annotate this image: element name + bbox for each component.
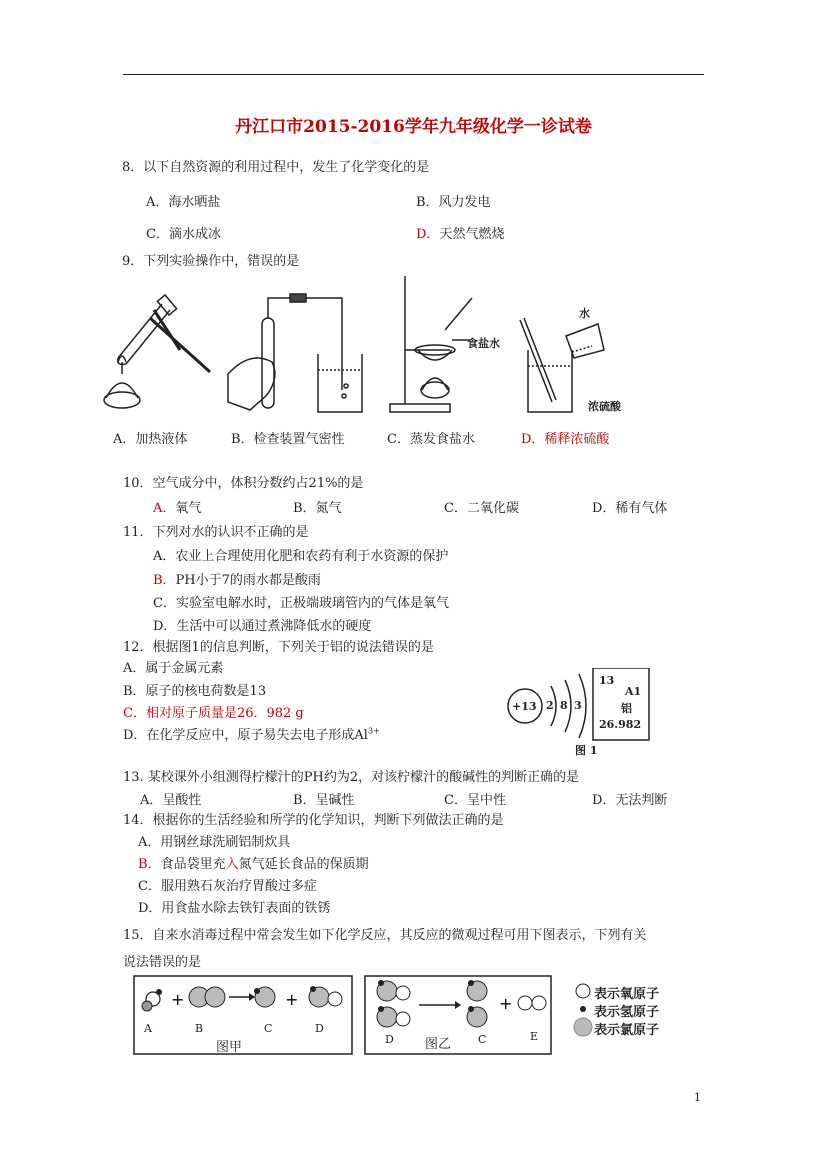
question-13-stem: 13. 某校课外小组测得柠檬汁的PH约为2，对该柠檬汁的酸碱性的判断正确的是 (123, 770, 580, 785)
fig-b-label-E: E (530, 1030, 539, 1043)
q12-option-c: C．相对原子质量是26．982 g (123, 706, 304, 721)
q12-option-b: B．原子的核电荷数是13 (123, 684, 267, 699)
q12-option-a: A．属于金属元素 (123, 661, 224, 676)
shell-3-electrons: 3 (574, 699, 582, 712)
question-8-stem: 8．以下自然资源的利用过程中，发生了化学变化的是 (122, 160, 430, 175)
q14-option-b-text-2: 入 (225, 857, 239, 872)
q8-option-b: B．风力发电 (416, 195, 491, 210)
answer-letter: A． (153, 501, 176, 516)
q14-option-a: A．用钢丝球洗刷铝制炊具 (138, 835, 291, 850)
legend-chlorine: 表示氯原子 (594, 1023, 660, 1038)
page-number: 1 (694, 1091, 701, 1104)
q11-option-d: D．生活中可以通过煮沸降低水的硬度 (153, 619, 372, 634)
hydrogen-atom-legend-icon (580, 1006, 586, 1012)
q10-option-c: C．二氧化碳 (444, 501, 519, 516)
question-14-stem: 14．根据你的生活经验和所学的化学知识，判断下列做法正确的是 (123, 813, 504, 828)
shell-1-electrons: 2 (546, 699, 554, 712)
legend-oxygen: 表示氧原子 (594, 987, 660, 1002)
label-salt-water: 食盐水 (467, 337, 500, 350)
header-rule (123, 74, 704, 75)
figure-1-caption: 图 1 (575, 744, 598, 757)
figure-b-caption: 图乙 (425, 1037, 452, 1052)
label-conc-sulfuric-acid: 浓硫酸 (588, 400, 621, 413)
svg-text:+: + (499, 994, 513, 1013)
fig-a-label-B: B (195, 1022, 204, 1035)
shell-2-electrons: 8 (560, 699, 568, 712)
q8-option-a: A．海水晒盐 (146, 195, 221, 210)
heating-liquid-illustration (104, 295, 210, 408)
label-water: 水 (579, 307, 590, 320)
atom-nucleus-charge: +13 (512, 700, 537, 713)
evaporation-illustration (390, 276, 472, 412)
legend-hydrogen: 表示氢原子 (594, 1005, 660, 1020)
q10-option-a (153, 497, 201, 516)
q12-option-d-text: D．在化学反应中，原子易失去电子形成Al (123, 728, 368, 743)
question-10-stem: 10．空气成分中，体积分数约占21%的是 (123, 476, 364, 491)
svg-text:+: + (171, 990, 185, 1009)
q13-option-a: A．呈酸性 (140, 793, 202, 808)
q13-option-b: B．呈碱性 (293, 793, 355, 808)
fig-b-label-C: C (478, 1033, 487, 1046)
element-name: 铝 (621, 702, 632, 715)
q8-option-c: C．滴水成冰 (146, 227, 221, 242)
q9-option-d: D．稀释浓硫酸 (521, 432, 610, 447)
airtightness-check-illustration (228, 294, 362, 412)
q11-option-b-text: PH小于7的雨水都是酸雨 (175, 573, 321, 588)
answer-letter: B． (153, 573, 176, 588)
fig-a-label-D: D (315, 1022, 324, 1035)
element-symbol: A1 (625, 685, 642, 698)
q9-option-c: C．蒸发食盐水 (387, 432, 475, 447)
q14-option-b-text-1: 食品袋里充 (160, 857, 226, 872)
q9-option-b: B．检查装置气密性 (231, 432, 345, 447)
answer-letter: B． (138, 857, 161, 872)
q14-option-b (138, 853, 369, 872)
q11-option-a: A．农业上合理使用化肥和农药有利于水资源的保护 (153, 549, 449, 564)
fig-a-label-A: A (144, 1022, 152, 1035)
q14-option-b-text-3: 氮气延长食品的保质期 (238, 857, 369, 872)
fig-a-label-C: C (264, 1022, 273, 1035)
question-15-stem-line-2: 说法错误的是 (123, 955, 202, 970)
q13-option-c: C．呈中性 (444, 793, 506, 808)
q14-option-c: C．服用熟石灰治疗胃酸过多症 (138, 879, 317, 894)
q11-option-b (153, 569, 321, 588)
q11-option-c: C．实验室电解水时，正极端玻璃管内的气体是氧气 (153, 596, 449, 611)
fig-b-label-D: D (385, 1033, 394, 1046)
element-atomic-mass: 26.982 (599, 718, 642, 731)
answer-letter: D． (416, 227, 440, 242)
question-12-stem: 12．根据图1的信息判断，下列关于铝的说法错误的是 (123, 640, 434, 655)
q10-option-a-text: 氧气 (175, 501, 202, 516)
lab-operations-figure (100, 270, 640, 420)
q14-option-d: D．用食盐水除去铁钉表面的铁锈 (138, 901, 331, 916)
q13-option-d: D．无法判断 (592, 793, 668, 808)
question-11-stem: 11．下列对水的认识不正确的是 (123, 525, 309, 540)
svg-text:+: + (285, 990, 299, 1009)
question-9-stem: 9．下列实验操作中，错误的是 (122, 254, 300, 269)
q9-option-a: A．加热液体 (113, 432, 188, 447)
chlorine-atom-legend-icon (574, 1018, 592, 1036)
figure-a-caption: 图甲 (216, 1040, 243, 1055)
element-atomic-number: 13 (599, 674, 615, 687)
q10-option-b: B．氮气 (293, 501, 342, 516)
ion-charge: 3+ (367, 726, 380, 736)
q12-option-d (123, 724, 380, 743)
q8-option-d (416, 223, 504, 242)
question-15-stem-line-1: 15．自来水消毒过程中常会发生如下化学反应，其反应的微观过程可用下图表示，下列有关 (123, 928, 647, 943)
oxygen-atom-legend-icon (576, 984, 590, 998)
q10-option-d: D．稀有气体 (592, 501, 668, 516)
page-title: 丹江口市2015-2016学年九年级化学一诊试卷 (235, 117, 592, 137)
q8-option-d-text: 天然气燃烧 (439, 227, 505, 242)
